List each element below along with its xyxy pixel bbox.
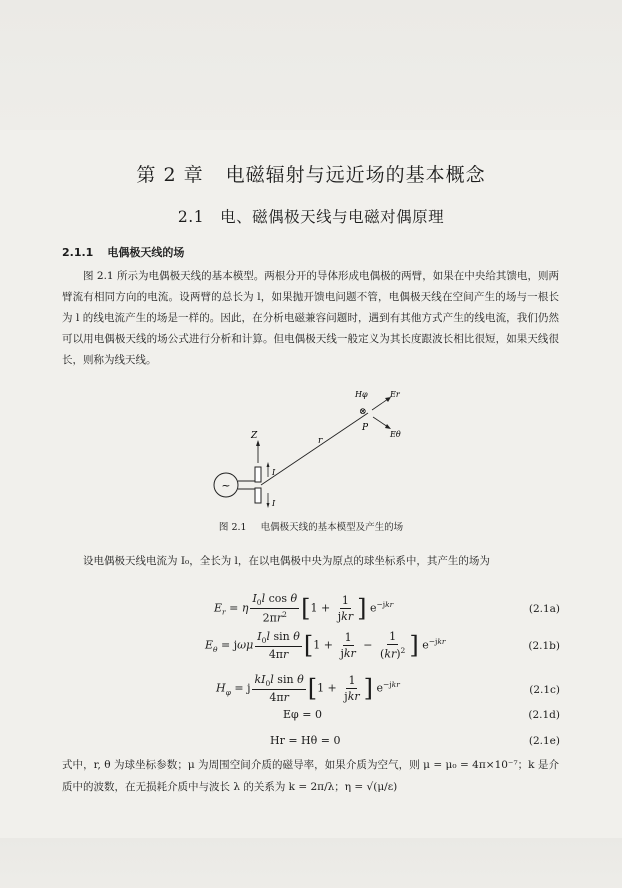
equation-e-r: $E_r = \eta$ $\frac{I_0l \cos \theta}{2\pi r^2}$ [1 + $\frac{1}{\text{jkr}}$ ] $e^{-jkr}$ — [214, 592, 394, 625]
subsection-name: 电偶极天线的场 — [107, 246, 185, 259]
paragraph-field-intro: 设电偶极天线电流为 I₀，全长为 l，在以电偶极中央为原点的球坐标系中，其产生的场为 — [83, 555, 490, 567]
equation-h-zero: Hr = Hθ = 0 — [270, 734, 341, 747]
chapter-name: 电磁辐射与远近场的基本概念 — [225, 164, 486, 186]
top-bleed — [0, 0, 622, 130]
dipole-figure — [170, 385, 440, 510]
phi-direction-symbol: ⊗ — [359, 407, 367, 417]
bottom-bleed — [0, 838, 622, 888]
e-r-label: Er — [390, 390, 400, 399]
radius-line — [261, 413, 368, 485]
z-axis-label: Z — [251, 431, 258, 441]
section-title — [0, 205, 622, 227]
chapter-number: 第 2 章 — [136, 164, 204, 186]
chapter-title — [0, 160, 622, 187]
dipole-lower-arm — [255, 488, 261, 503]
h-field-label: Hφ — [355, 390, 368, 399]
equation-e-theta: $E_\theta = j\omega\mu$ $\frac{I_0l \sin \theta}{4\pi r}$ [1 + $\frac{1}{\text{jkr}}$ − $\frac{1}{(kr)^2}$ ] $e^{-jkr}$ — [205, 630, 446, 662]
equation-e-phi: Eφ = 0 — [283, 708, 322, 721]
dipole-upper-arm — [255, 467, 261, 482]
subsection-number: 2.1.1 — [62, 246, 94, 259]
section-name: 电、磁偶极天线与电磁对偶原理 — [220, 208, 445, 226]
equation-number-3: (2.1c) — [529, 684, 560, 696]
figure-caption — [0, 519, 622, 533]
figure-caption-text: 电偶极天线的基本模型及产生的场 — [260, 522, 404, 533]
subsection-title — [62, 244, 184, 260]
source-label: ~ — [221, 479, 231, 492]
radius-label: r — [318, 436, 323, 446]
equation-number-1: (2.1a) — [528, 603, 560, 615]
section-number: 2.1 — [177, 208, 205, 226]
paragraph-intro: 图 2.1 所示为电偶极天线的基本模型。两根分开的导体形成电偶极的两臂，如果在中央给其馈电，则两臂流有相同方向的电流。设两臂的总长为 l，如果抛开馈电问题不管，电偶极天线在空间产生的场与一根长为 l 的线电流产生的场是一样的。因此，在分析电磁兼容问题时，遇到有其他方式产生的线电流，我们仍然可以用电偶极天线的场公式进行分析和计算。但电偶极天线一般定义为其长度跟波长相比很短，如果天线很长，则称为线天线。 — [62, 270, 559, 366]
paragraph-parameters: 式中，r, θ 为球坐标参数；μ 为周围空间介质的磁导率，如果介质为空气，则 μ = μ₀ = 4π×10⁻⁷；k 是介质中的波数，在无损耗介质中与波长 λ 的关系为 k = 2π/λ；η = √(μ/ε) — [62, 759, 559, 793]
current-label-bottom: I — [272, 499, 276, 508]
e-theta-label: Eθ — [390, 430, 401, 439]
point-label: P — [362, 423, 369, 433]
current-label-top: I — [272, 468, 276, 477]
equation-h-phi: $H_\varphi = j$ $\frac{kI_0l \sin \theta}{4\pi r}$ [1 + $\frac{1}{\text{jkr}}$ ] $e^{-jkr}$ — [216, 673, 400, 705]
figure-caption-number: 图 2.1 — [218, 522, 247, 533]
equation-number-2: (2.1b) — [528, 640, 560, 652]
equation-number-4: (2.1d) — [528, 709, 560, 721]
equation-number-5: (2.1e) — [528, 735, 560, 747]
